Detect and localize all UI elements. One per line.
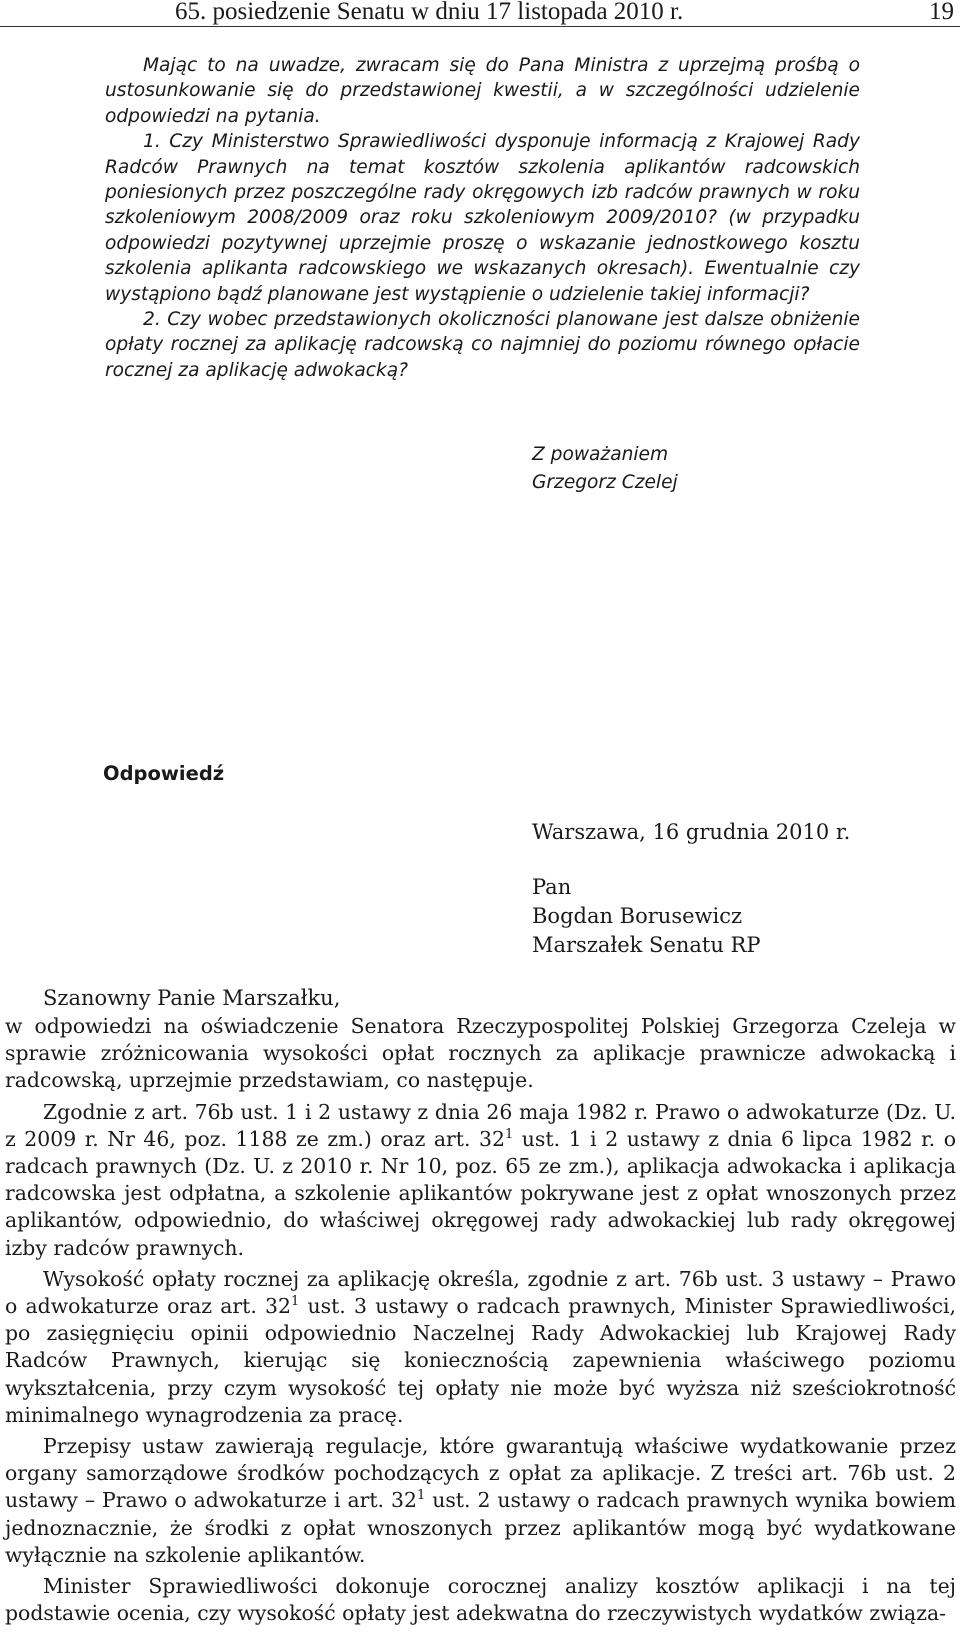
answer-heading: Odpowiedź bbox=[103, 762, 225, 785]
page-number: 19 bbox=[929, 0, 954, 25]
addressee-line: Pan bbox=[532, 875, 572, 899]
closing-phrase: Z poważaniem bbox=[532, 444, 669, 465]
superscript: 1 bbox=[291, 1294, 300, 1310]
signature-name: Grzegorz Czelej bbox=[532, 472, 678, 493]
answer-paragraph: Minister Sprawiedliwości dokonuje corocznej analizy kosztów aplikacji i na tej podstawie ocenia, czy wysokość opłaty jest adekwatna do rzeczywistych wydatków związa- bbox=[5, 1574, 956, 1626]
answer-paragraph bbox=[5, 1266, 956, 1429]
answer-paragraph bbox=[5, 1433, 956, 1569]
addressee-block bbox=[532, 873, 761, 960]
paragraph-text: ust. 3 ustawy o radcach prawnych, Minister Sprawiedliwości, po zasięgnięciu opinii odpowiednio Naczelnej Rady Adwokackiej lub Krajowej Rady Radców Prawnych, kierując się koniecznością zapewnienia właściwego poziomu wykształcenia, przy czym wysokość tej opłaty nie może być wyższa niż sześciokrotność minimalnego wynagrodzenia za pracę. bbox=[5, 1294, 956, 1427]
answer-paragraph: w odpowiedzi na oświadczenie Senatora Rzeczypospolitej Polskiej Grzegorza Czeleja w sprawie zróżnicowania wysokości opłat rocznych za aplikacje prawnicze adwokacką i radcowską, uprzejmie przedstawiam, co następuje. bbox=[5, 1014, 956, 1093]
addressee-line: Bogdan Borusewicz bbox=[532, 904, 743, 928]
place-date: Warszawa, 16 grudnia 2010 r. bbox=[532, 820, 851, 844]
salutation: Szanowny Panie Marszałku, bbox=[43, 986, 341, 1010]
paragraph-text: Przepisy ustaw zawierają regulacje, które gwarantują właściwe wydatkowanie przez organy samorządowe środków pochodzących z opłat za aplikacje. Z treści art. 76b ust. 2 ustawy – Prawo o adwokaturze i art. 32 bbox=[5, 1434, 956, 1513]
answer-body bbox=[5, 1013, 956, 1631]
addressee-line: Marszałek Senatu RP bbox=[532, 933, 761, 957]
header-title: 65. posiedzenie Senatu w dniu 17 listopada 2010 r. bbox=[175, 0, 684, 25]
paragraph-text: Zgodnie z art. 76b ust. 1 i 2 ustawy z dnia 26 maja 1982 r. Prawo o adwokaturze (Dz. U. z 2009 r. Nr 46, poz. 1188 ze zm.) oraz art. 32 bbox=[5, 1099, 956, 1151]
question-2: 2. Czy wobec przedstawionych okoliczności planowane jest dalsze obniżenie opłaty rocznej za aplikację radcowską co najmniej do poziomu równego opłacie rocznej za aplikację adwokacką? bbox=[105, 309, 860, 381]
statement-intro: Mając to na uwadze, zwracam się do Pana Ministra z uprzejmą prośbą o ustosunkowanie się do przedstawionej kwestii, a w szczególności udzielenie odpowiedzi na pytania. bbox=[105, 55, 860, 127]
question-1: 1. Czy Ministerstwo Sprawiedliwości dysponuje informacją z Krajowej Rady Radców Prawnych na temat kosztów szkolenia aplikantów radcowskich poniesionych przez poszczególne rady okręgowych izb radców prawnych w roku szkoleniowym 2008/2009 oraz roku szkoleniowym 2009/2010? (w przypadku odpowiedzi pozytywnej uprzejmie proszę o wskazanie jednostkowego kosztu szkolenia aplikanta radcowskiego we wskazanych okresach). Ewentualnie czy wystąpiono bądź planowane jest wystąpienie o udzielenie takiej informacji? bbox=[105, 131, 860, 305]
paragraph-text: Wysokość opłaty rocznej za aplikację określa, zgodnie z art. 76b ust. 3 ustawy – Prawo o adwokaturze oraz art. 32 bbox=[5, 1266, 956, 1319]
paragraph-text: ust. 2 ustawy o radcach prawnych wynika bowiem jednoznacznie, że środki z opłat wnoszonych przez aplikantów mogą być wydatkowane wyłącznie na szkolenie aplikantów. bbox=[5, 1488, 957, 1567]
signoff bbox=[532, 441, 678, 497]
senator-statement bbox=[105, 53, 860, 383]
running-header bbox=[0, 0, 960, 27]
paragraph-text: ust. 1 i 2 ustawy z dnia 6 lipca 1982 r. o radcach prawnych (Dz. U. z 2010 r. Nr 10, poz. 65 ze zm.), aplikacja adwokacka i aplikacja radcowska jest odpłatna, a szkolenie aplikantów pokrywane jest z opłat wnoszonych przez aplikantów, odpowiednio, do właściwej okręgowej rady adwokackiej lub rady okręgowej izby radców prawnych. bbox=[5, 1126, 956, 1260]
superscript: 1 bbox=[416, 1488, 426, 1504]
superscript: 1 bbox=[504, 1127, 514, 1143]
answer-paragraph bbox=[5, 1099, 956, 1262]
